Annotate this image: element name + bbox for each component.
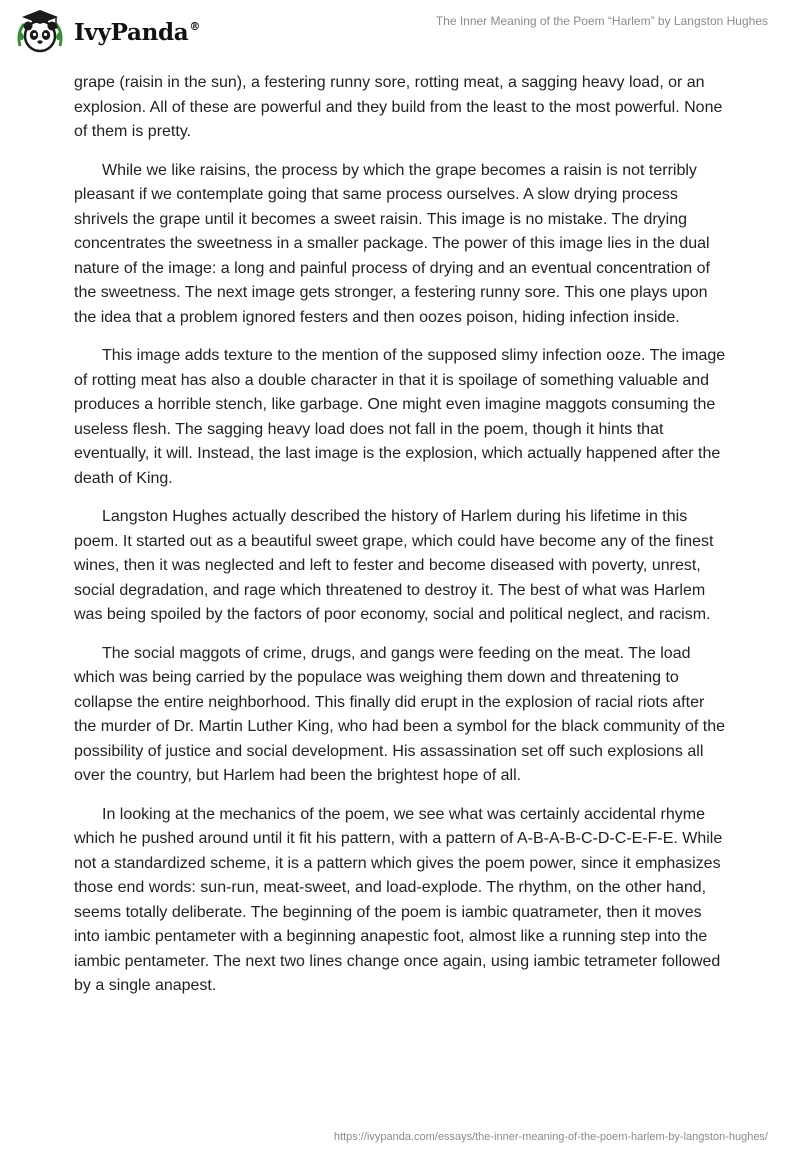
paragraph: Langston Hughes actually described the history of Harlem during his lifetime in this poem. It started out as a beautiful sweet grape, which could have become any of the finest wines, then it was neglected and left to fester and become diseased with poverty, unrest, social degradation, and rage which threatened to destroy it. The best of what was Harlem was being spoiled by the factors of poor economy, social and political neglect, and racism. xyxy=(74,508,714,623)
graduation-cap-panda-icon xyxy=(14,6,66,58)
paragraph: grape (raisin in the sun), a festering runny sore, rotting meat, a sagging heavy load, or an explosion. All of these are powerful and they build from the least to the most powerful. None of them is pretty. xyxy=(74,74,723,140)
paragraph: In looking at the mechanics of the poem, we see what was certainly accidental rhyme which he pushed around until it fit his pattern, with a pattern of A-B-A-B-C-D-C-E-F-E. While not a standardized scheme, it is a pattern which gives the poem power, since it emphasizes those end words: sun-run, meat-sweet, and load-explode. The rhythm, on the other hand, seems totally deliberate. The beginning of the poem is iambic quatrameter, then it moves into iambic pentameter with a beginning anapestic foot, almost like a running step into the iambic pentameter. The next two lines change once again, using iambic tetrameter followed by a single anapest. xyxy=(74,805,723,994)
paragraph: While we like raisins, the process by which the grape becomes a raisin is not terribly pleasant if we contemplate going that same process ourselves. A slow drying process shrivels the grape until it becomes a sweet raisin. This image is no mistake. The drying concentrates the sweetness in a smaller package. The power of this image lies in the dual nature of the image: a long and painful process of drying and an eventual concentration of the sweetness. The next image gets stronger, a festering runny sore. This one plays upon the idea that a problem ignored festers and then oozes poison, hiding infection inside. xyxy=(74,161,710,326)
registered-mark: ® xyxy=(189,19,201,33)
brand-name-text: IvyPanda xyxy=(74,18,189,46)
brand-name xyxy=(74,19,200,46)
brand-logo[interactable] xyxy=(14,6,214,58)
paragraph: The social maggots of crime, drugs, and gangs were feeding on the meat. The load which was being carried by the populace was weighing them down and threatening to collapse the entire neighborhood. This finally did erupt in the explosion of racial riots after the murder of Dr. Martin Luther King, who had been a symbol for the black community of the possibility of justice and social development. His assassination set off such explosions all over the country, but Harlem had been the brightest hope of all. xyxy=(74,644,725,784)
page-header xyxy=(0,0,800,70)
source-url[interactable]: https://ivypanda.com/essays/the-inner-meaning-of-the-poem-harlem-by-langston-hughes/ xyxy=(333,1131,768,1143)
essay-body xyxy=(74,71,730,1013)
document-title: The Inner Meaning of the Poem “Harlem” by Langston Hughes xyxy=(435,14,768,28)
paragraph: This image adds texture to the mention of the supposed slimy infection ooze. The image of rotting meat has also a double character in that it is spoilage of something valuable and produces a horrible stench, like garbage. One might even imagine maggots consuming the useless flesh. The sagging heavy load does not fall in the poem, though it hints that eventually, it will. Instead, the last image is the explosion, which actually happened after the death of King. xyxy=(74,347,726,487)
